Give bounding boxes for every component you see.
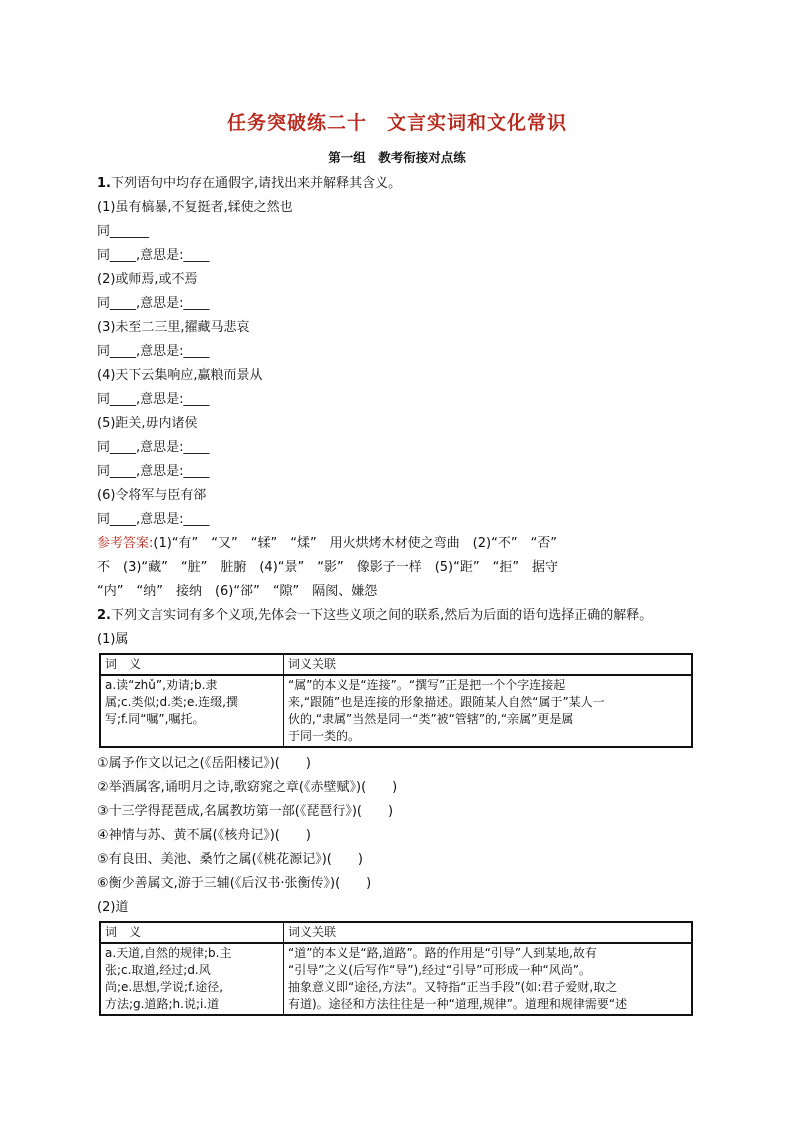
q2-item: ⑤有良田、美池、桑竹之属(《桃花源记》)( ) bbox=[97, 852, 363, 867]
q1-prompt-text: 下列语句中均存在通假字,请找出来并解释其含义。 bbox=[110, 176, 402, 191]
table-header-row bbox=[100, 922, 692, 943]
table-header-meaning: 词 义 bbox=[100, 654, 284, 675]
relation-line: 抽象意义即“途径,方法”。又特指“正当手段”(如:君子爱财,取之 bbox=[288, 980, 618, 994]
q2-prompt-text: 下列文言实词有多个义项,先体会一下这些义项之间的联系,然后为后面的语句选择正确的解释。 bbox=[110, 608, 653, 623]
answer-text: (1)“有” “又” “𫐓” “煣” 用火烘烤木材使之弯曲 (2)“不” “否” bbox=[153, 536, 558, 551]
table-header-relation: 词义关联 bbox=[284, 654, 693, 675]
q1-line: 同____,意思是:____ bbox=[97, 464, 210, 479]
meaning-line: a.天道,自然的规律;b.主 bbox=[105, 946, 232, 960]
q1-prompt bbox=[97, 172, 709, 196]
answer-label: 参考答案: bbox=[97, 536, 154, 551]
q1-line: (2)或师焉,或不焉 bbox=[97, 272, 198, 287]
table-header-row bbox=[100, 654, 692, 675]
meaning-line: 写;f.同“嘱”,嘱托。 bbox=[105, 712, 205, 726]
meaning-cell bbox=[100, 675, 284, 747]
q1-line: 同____,意思是:____ bbox=[97, 440, 210, 455]
meaning-line: 张;c.取道,经过;d.风 bbox=[105, 963, 211, 977]
definition-table-dao bbox=[99, 921, 693, 1016]
q2-prompt bbox=[97, 604, 709, 628]
relation-line: “道”的本义是“路,道路”。路的作用是“引导”人到某地,故有 bbox=[288, 946, 597, 960]
q1-line: 同____,意思是:____ bbox=[97, 296, 210, 311]
q2-item: ①属予作文以记之(《岳阳楼记》)( ) bbox=[97, 756, 311, 771]
q2-item: ⑥衡少善属文,游于三辅(《后汉书·张衡传》)( ) bbox=[97, 876, 372, 891]
meaning-line: 方法;g.道路;h.说;i.道 bbox=[105, 997, 220, 1011]
relation-line: 于同一类的。 bbox=[288, 729, 361, 743]
q1-line: (6)令将军与臣有郤 bbox=[97, 488, 207, 503]
content-body bbox=[97, 172, 709, 1017]
section-subtitle: 第一组 教考衔接对点练 bbox=[328, 150, 466, 165]
q1-answer-line: “内” “纳” 接纳 (6)“郤” “隙” 隔阂、嫌怨 bbox=[97, 584, 378, 599]
table-header-meaning: 词 义 bbox=[100, 922, 284, 943]
q2-item: ④神情与苏、黄不属(《核舟记》)( ) bbox=[97, 828, 311, 843]
q1-answer-line: 不 (3)“藏” “脏” 脏腑 (4)“景” “影” 像影子一样 (5)“距” “拒” 据守 bbox=[97, 560, 559, 575]
relation-line: 有道)。途径和方法往往是一种“道理,规律”。道理和规律需要“述 bbox=[288, 997, 628, 1011]
q2-part1-label: (1)属 bbox=[97, 632, 129, 647]
q1-line: 同____,意思是:____ bbox=[97, 392, 210, 407]
q1-line: (4)天下云集响应,赢粮而景从 bbox=[97, 368, 263, 383]
relation-cell bbox=[284, 943, 693, 1015]
table-header-relation: 词义关联 bbox=[284, 922, 693, 943]
meaning-cell bbox=[100, 943, 284, 1015]
q1-line: 同______ bbox=[97, 224, 150, 239]
q2-item: ③十三学得琵琶成,名属教坊第一部(《琵琶行》)( ) bbox=[97, 804, 394, 819]
meaning-line: a.读“zhǔ”,劝请;b.隶 bbox=[105, 678, 218, 692]
relation-line: 伙的,“隶属”当然是同一“类”被“管辖”的,“亲属”更是属 bbox=[288, 712, 574, 726]
relation-line: 来,“跟随”也是连接的形象描述。跟随某人自然“属于”某人一 bbox=[288, 695, 605, 709]
q1-line: (3)未至二三里,擢藏马悲哀 bbox=[97, 320, 250, 335]
q2-number: 2. bbox=[97, 608, 111, 623]
relation-cell bbox=[284, 675, 693, 747]
table-row bbox=[100, 943, 692, 1015]
q1-line: 同____,意思是:____ bbox=[97, 512, 210, 527]
q1-line: 同____,意思是:____ bbox=[97, 248, 210, 263]
q2-item: ②举酒属客,诵明月之诗,歌窈窕之章(《赤壁赋》)( ) bbox=[97, 780, 398, 795]
q1-number: 1. bbox=[97, 176, 111, 191]
q1-answer-line bbox=[97, 532, 709, 556]
meaning-line: 尚;e.思想,学说;f.途径, bbox=[105, 980, 224, 994]
q1-line: (5)距关,毋内诸侯 bbox=[97, 416, 198, 431]
document-title: 任务突破练二十 文言实词和文化常识 bbox=[226, 112, 567, 134]
q1-line: 同____,意思是:____ bbox=[97, 344, 210, 359]
relation-line: “属”的本义是“连接”。“撰写”正是把一个个字连接起 bbox=[288, 678, 566, 692]
q2-part2-label: (2)道 bbox=[97, 900, 129, 915]
definition-table-dao-wrapper bbox=[97, 920, 709, 1017]
meaning-line: 属;c.类似;d.类;e.连缀,撰 bbox=[105, 695, 238, 709]
q1-line: (1)虽有槁暴,不复挺者,𫐓使之然也 bbox=[97, 200, 293, 215]
definition-table-shu bbox=[99, 653, 693, 748]
table-row bbox=[100, 675, 692, 747]
relation-line: “引导”之义(后写作“导”),经过“引导”可形成一种“风尚”。 bbox=[288, 963, 591, 977]
